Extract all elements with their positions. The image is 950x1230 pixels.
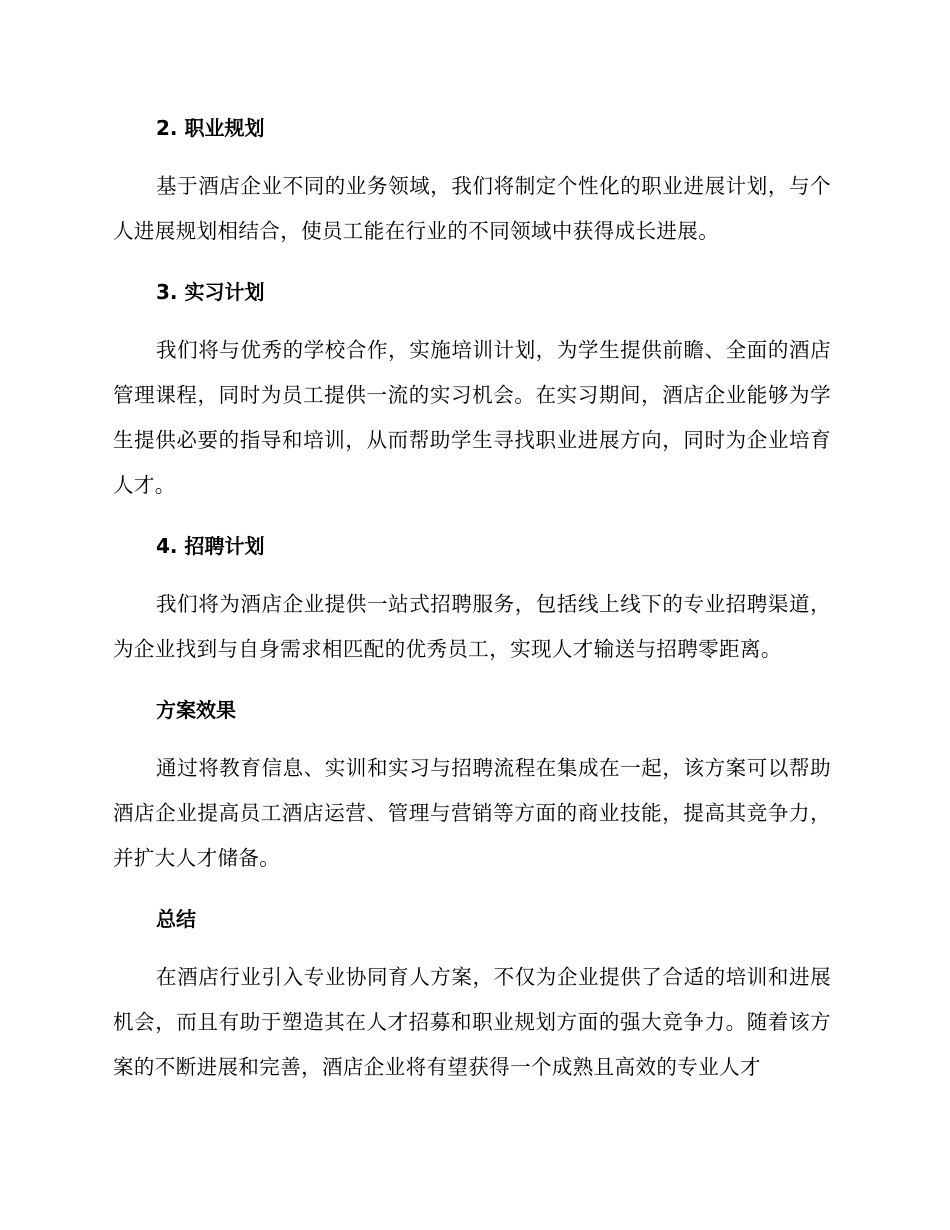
section-body-plan-effect: 通过将教育信息、实训和实习与招聘流程在集成在一起，该方案可以帮助酒店企业提高员工酒店运营、管理与营销等方面的商业技能，提高其竞争力，并扩大人才储备。 — [113, 756, 831, 870]
section-heading-recruitment-plan: 4. 招聘计划 — [156, 534, 265, 558]
section-heading-internship-plan: 3. 实习计划 — [156, 280, 265, 304]
section-body-summary: 在酒店行业引入专业协同育人方案，不仅为企业提供了合适的培训和进展机会，而且有助于塑造其在人才招募和职业规划方面的强大竞争力。随着该方案的不断进展和完善，酒店企业将有望获得一个成熟且高效的专业人才 — [113, 965, 831, 1079]
document-page — [113, 112, 831, 1090]
section-body-career-planning: 基于酒店企业不同的业务领域，我们将制定个性化的职业进展计划，与个人进展规划相结合，使员工能在行业的不同领域中获得成长进展。 — [113, 174, 831, 243]
section-heading-career-planning: 2. 职业规划 — [156, 116, 265, 140]
section-heading-summary: 总结 — [156, 907, 196, 931]
section-heading-plan-effect: 方案效果 — [156, 698, 236, 722]
section-body-internship-plan: 我们将与优秀的学校合作，实施培训计划，为学生提供前瞻、全面的酒店管理课程，同时为员工提供一流的实习机会。在实习期间，酒店企业能够为学生提供必要的指导和培训，从而帮助学生寻找职业进展方向，同时为企业培育人才。 — [113, 338, 831, 497]
section-body-recruitment-plan: 我们将为酒店企业提供一站式招聘服务，包括线上线下的专业招聘渠道，为企业找到与自身需求相匹配的优秀员工，实现人才输送与招聘零距离。 — [113, 592, 831, 661]
